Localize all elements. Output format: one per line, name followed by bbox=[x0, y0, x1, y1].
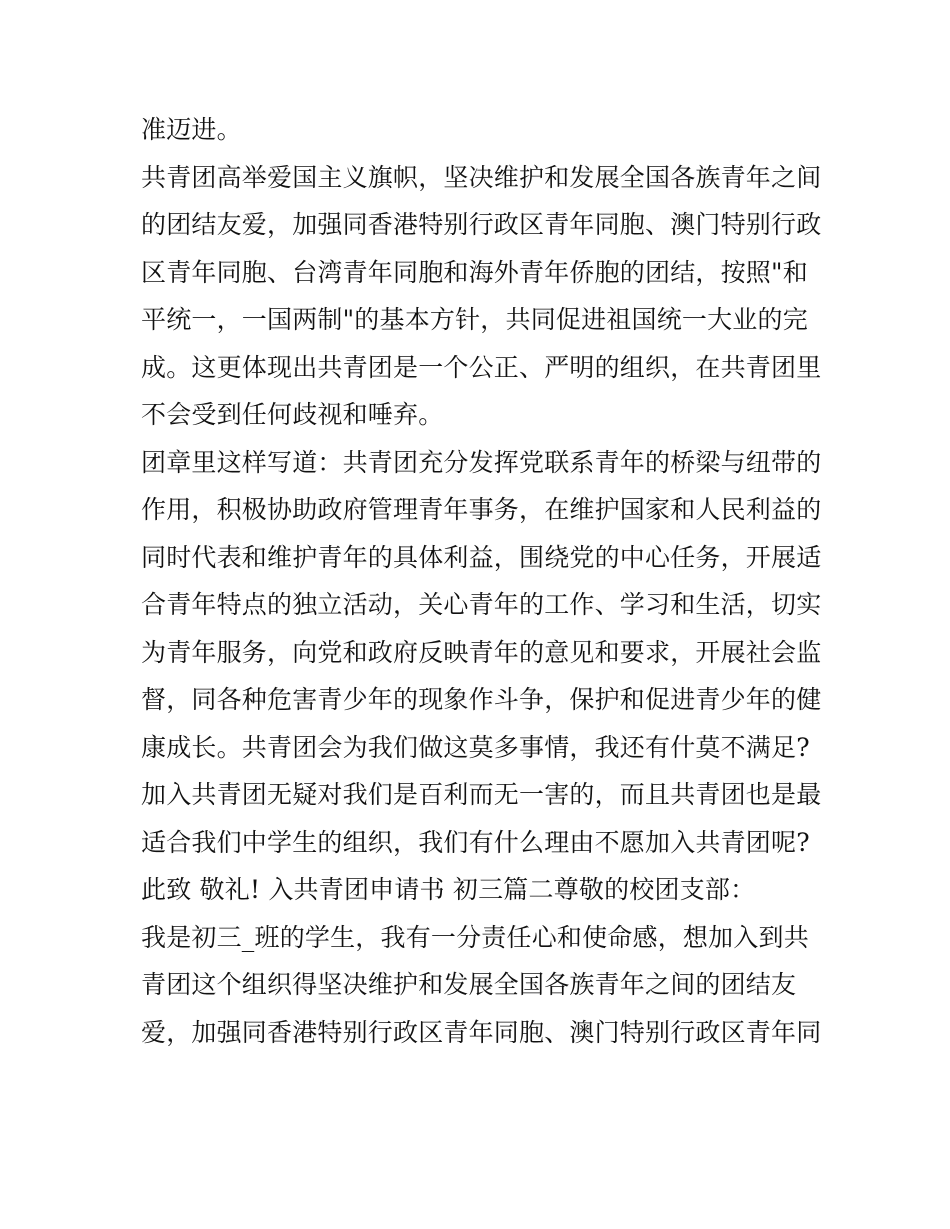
text-line: 准迈进。 bbox=[141, 115, 242, 144]
text-line: 成。这更体现出共青团是一个公正、严明的组织，在共青团里 bbox=[141, 352, 822, 382]
text-line: 康成长。共青团会为我们做这莫多事情，我还有什莫不满足? bbox=[141, 732, 810, 762]
text-line: 爱，加强同香港特别行政区青年同胞、澳门特别行政区青年同 bbox=[141, 1017, 822, 1047]
text-line: 不会受到任何歧视和唾弃。 bbox=[141, 400, 444, 429]
text-line: 团章里这样写道：共青团充分发挥党联系青年的桥梁与纽带的 bbox=[141, 447, 822, 477]
text-line: 督，同各种危害青少年的现象作斗争，保护和促进青少年的健 bbox=[141, 685, 822, 714]
text-line: 此致 敬礼! 入共青团申请书 初三篇二尊敬的校团支部： bbox=[141, 875, 756, 904]
document-body bbox=[141, 106, 821, 1056]
text-line: 的团结友爱，加强同香港特别行政区青年同胞、澳门特别行政 bbox=[141, 210, 822, 239]
text-line: 作用，积极协助政府管理青年事务，在维护国家和人民利益的 bbox=[141, 495, 822, 524]
text-line: 适合我们中学生的组织，我们有什么理由不愿加入共青团呢? bbox=[141, 827, 810, 857]
text-line: 共青团高举爱国主义旗帜，坚决维护和发展全国各族青年之间 bbox=[141, 162, 822, 192]
text-line: 同时代表和维护青年的具体利益，围绕党的中心任务，开展适 bbox=[141, 542, 822, 572]
text-line: 合青年特点的独立活动，关心青年的工作、学习和生活，切实 bbox=[141, 590, 822, 619]
text-line: 我是初三_班的学生，我有一分责任心和使命感，想加入到共 bbox=[141, 922, 809, 952]
text-line: 平统一，一国两制"的基本方针，共同促进祖国统一大业的完 bbox=[141, 305, 808, 334]
text-line: 青团这个组织得坚决维护和发展全国各族青年之间的团结友 bbox=[141, 970, 797, 999]
text-line: 为青年服务，向党和政府反映青年的意见和要求，开展社会监 bbox=[141, 637, 822, 667]
text-line: 加入共青团无疑对我们是百利而无一害的，而且共青团也是最 bbox=[141, 780, 822, 809]
text-line: 区青年同胞、台湾青年同胞和海外青年侨胞的团结，按照"和 bbox=[141, 257, 808, 287]
